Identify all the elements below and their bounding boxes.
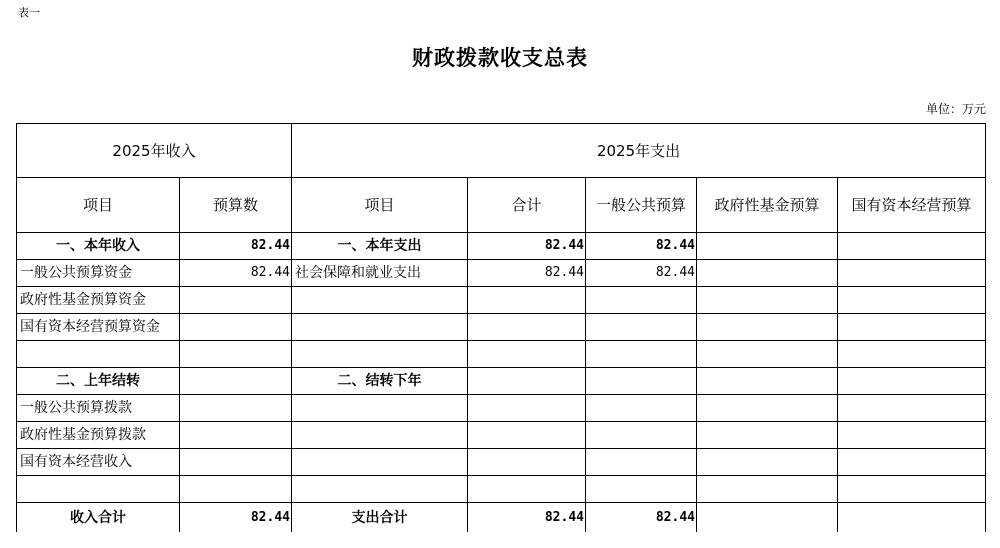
cell-in-amount xyxy=(180,287,292,314)
table-row xyxy=(17,476,986,503)
cell-state xyxy=(838,287,986,314)
cell-out-item xyxy=(292,287,468,314)
table-row xyxy=(17,449,986,476)
cell-total xyxy=(468,476,586,503)
cell-fund xyxy=(697,503,838,533)
cell-general xyxy=(586,341,697,368)
cell-in-item: 国有资本经营预算资金 xyxy=(17,314,180,341)
column-header: 项目 xyxy=(292,178,468,233)
cell-state xyxy=(838,476,986,503)
cell-state xyxy=(838,422,986,449)
budget-table xyxy=(16,123,986,532)
cell-total: 82.44 xyxy=(468,260,586,287)
cell-general xyxy=(586,368,697,395)
cell-in-amount xyxy=(180,422,292,449)
cell-total xyxy=(468,314,586,341)
cell-in-item xyxy=(17,476,180,503)
cell-fund xyxy=(697,341,838,368)
table-row xyxy=(17,260,986,287)
cell-fund xyxy=(697,449,838,476)
cell-in-amount xyxy=(180,314,292,341)
cell-out-item xyxy=(292,395,468,422)
column-header: 政府性基金预算 xyxy=(697,178,838,233)
expense-group-header: 2025年支出 xyxy=(292,124,986,178)
cell-state xyxy=(838,503,986,533)
cell-in-amount: 82.44 xyxy=(180,260,292,287)
cell-general: 82.44 xyxy=(586,233,697,260)
cell-fund xyxy=(697,422,838,449)
cell-in-amount xyxy=(180,449,292,476)
table-row xyxy=(17,422,986,449)
cell-in-item: 二、上年结转 xyxy=(17,368,180,395)
cell-state xyxy=(838,233,986,260)
table-tag: 表一 xyxy=(18,6,40,19)
cell-in-item: 国有资本经营收入 xyxy=(17,449,180,476)
cell-state xyxy=(838,395,986,422)
cell-general xyxy=(586,395,697,422)
cell-out-item: 一、本年支出 xyxy=(292,233,468,260)
cell-out-item xyxy=(292,422,468,449)
cell-out-item: 二、结转下年 xyxy=(292,368,468,395)
table-row xyxy=(17,341,986,368)
cell-total xyxy=(468,395,586,422)
cell-in-item xyxy=(17,341,180,368)
cell-out-item xyxy=(292,476,468,503)
cell-in-amount: 82.44 xyxy=(180,503,292,533)
column-header: 预算数 xyxy=(180,178,292,233)
table-row xyxy=(17,314,986,341)
cell-fund xyxy=(697,233,838,260)
cell-fund xyxy=(697,476,838,503)
column-header: 合计 xyxy=(468,178,586,233)
column-header: 国有资本经营预算 xyxy=(838,178,986,233)
cell-general xyxy=(586,476,697,503)
cell-in-item: 一般公共预算资金 xyxy=(17,260,180,287)
cell-out-item xyxy=(292,341,468,368)
cell-in-amount xyxy=(180,476,292,503)
cell-fund xyxy=(697,395,838,422)
cell-general xyxy=(586,314,697,341)
table-row xyxy=(17,368,986,395)
cell-in-amount xyxy=(180,341,292,368)
cell-total xyxy=(468,341,586,368)
cell-state xyxy=(838,314,986,341)
column-header: 项目 xyxy=(17,178,180,233)
cell-in-item: 一、本年收入 xyxy=(17,233,180,260)
cell-total: 82.44 xyxy=(468,233,586,260)
cell-in-item: 收入合计 xyxy=(17,503,180,533)
cell-out-item: 社会保障和就业支出 xyxy=(292,260,468,287)
table-row xyxy=(17,503,986,533)
cell-in-item: 一般公共预算拨款 xyxy=(17,395,180,422)
cell-out-item xyxy=(292,314,468,341)
cell-general xyxy=(586,287,697,314)
cell-state xyxy=(838,341,986,368)
cell-fund xyxy=(697,314,838,341)
cell-fund xyxy=(697,368,838,395)
cell-general xyxy=(586,449,697,476)
cell-out-item: 支出合计 xyxy=(292,503,468,533)
cell-general xyxy=(586,422,697,449)
cell-in-item: 政府性基金预算资金 xyxy=(17,287,180,314)
cell-in-amount xyxy=(180,395,292,422)
cell-state xyxy=(838,368,986,395)
table-body xyxy=(17,233,986,533)
cell-general: 82.44 xyxy=(586,260,697,287)
cell-in-amount xyxy=(180,368,292,395)
cell-general: 82.44 xyxy=(586,503,697,533)
cell-total: 82.44 xyxy=(468,503,586,533)
table-row xyxy=(17,233,986,260)
cell-in-amount: 82.44 xyxy=(180,233,292,260)
cell-out-item xyxy=(292,449,468,476)
cell-state xyxy=(838,449,986,476)
cell-total xyxy=(468,422,586,449)
cell-total xyxy=(468,368,586,395)
page-title: 财政拨款收支总表 xyxy=(412,45,588,70)
table-row xyxy=(17,287,986,314)
cell-fund xyxy=(697,260,838,287)
unit-label: 单位：万元 xyxy=(925,102,986,116)
cell-total xyxy=(468,449,586,476)
table-row xyxy=(17,395,986,422)
cell-fund xyxy=(697,287,838,314)
column-header: 一般公共预算 xyxy=(586,178,697,233)
cell-in-item: 政府性基金预算拨款 xyxy=(17,422,180,449)
income-group-header: 2025年收入 xyxy=(17,124,292,178)
cell-state xyxy=(838,260,986,287)
cell-total xyxy=(468,287,586,314)
